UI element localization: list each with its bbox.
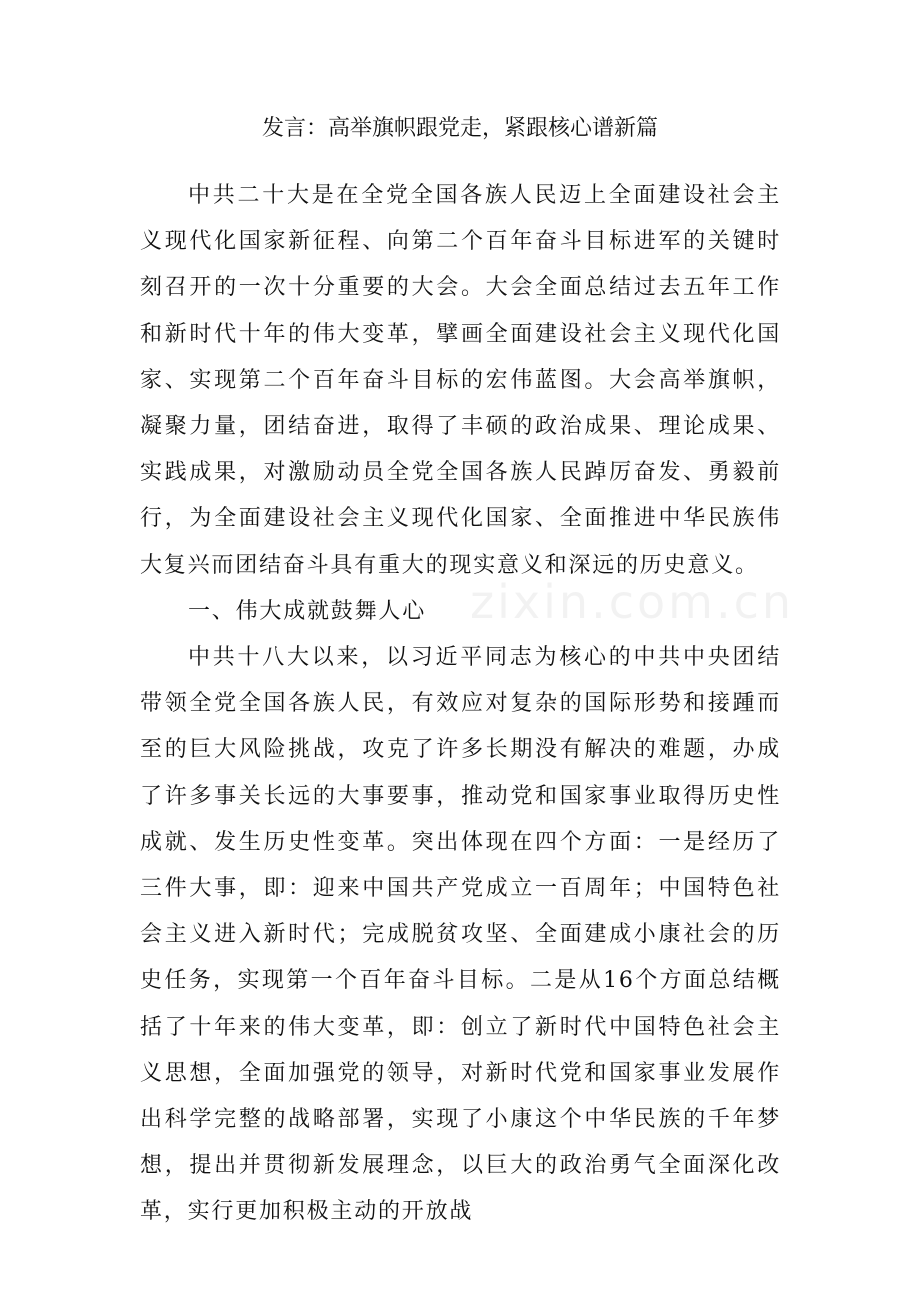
paragraph-achievements: 中共十八大以来，以习近平同志为核心的中共中央团结带领全党全国各族人民，有效应对复杂的国际形势和接踵而至的巨大风险挑战，攻克了许多长期没有解决的难题，办成了许多事关长远的大事要事，推动党和国家事业取得历史性成就、发生历史性变革。突出体现在四个方面：一是经历了三件大事，即：迎来中国共产党成立一百周年；中国特色社会主义进入新时代；完成脱贫攻坚、全面建成小康社会的历史任务，实现第一个百年奋斗目标。二是从16个方面总结概括了十年来的伟大变革，即：创立了新时代中国特色社会主义思想，全面加强党的领导，对新时代党和国家事业发展作出科学完整的战略部署，实现了小康这个中华民族的千年梦想，提出并贯彻新发展理念，以巨大的政治勇气全面深化改革，实行更加积极主动的开放战 xyxy=(140,645,781,1225)
paragraph-intro: 中共二十大是在全党全国各族人民迈上全面建设社会主义现代化国家新征程、向第二个百年奋斗目标进军的关键时刻召开的一次十分重要的大会。大会全面总结过去五年工作和新时代十年的伟大变革，擘画全面建设社会主义现代化国家、实现第二个百年奋斗目标的宏伟蓝图。大会高举旗帜，凝聚力量，团结奋进，取得了丰硕的政治成果、理论成果、实践成果，对激励动员全党全国各族人民踔厉奋发、勇毅前行，为全面建设社会主义现代化国家、全面推进中华民族伟大复兴而团结奋斗具有重大的现实意义和深远的历史意义。 xyxy=(140,183,781,578)
document-title: 发言：高举旗帜跟党走，紧跟核心谱新篇 xyxy=(261,116,658,141)
section-heading: 一、伟大成就鼓舞人心 xyxy=(188,598,427,624)
document-body xyxy=(140,173,781,1236)
watermark: zixin.com.cn xyxy=(470,575,795,629)
